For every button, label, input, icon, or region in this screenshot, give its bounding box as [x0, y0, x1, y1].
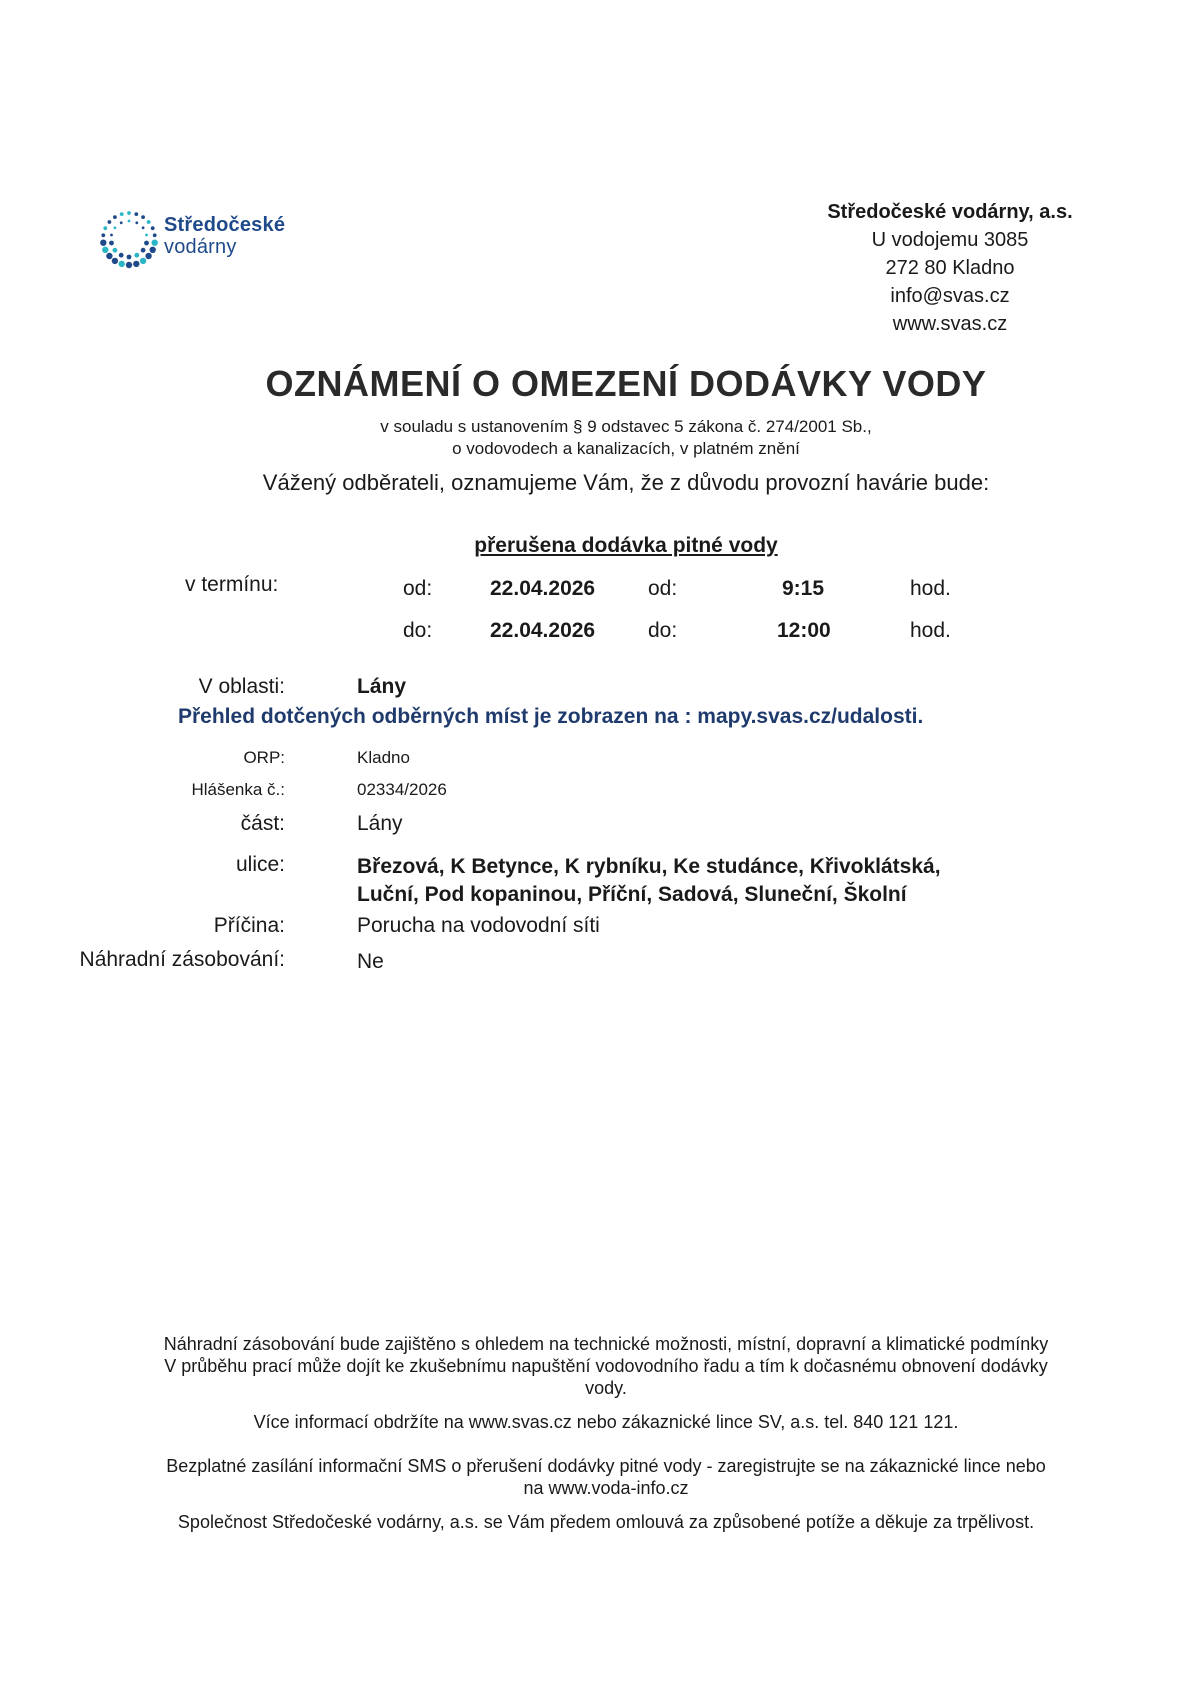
- logo-dot: [141, 248, 146, 253]
- logo-dot: [141, 215, 145, 219]
- logo-dot: [133, 261, 139, 267]
- logo-dot: [100, 240, 106, 246]
- logo-dot: [142, 226, 145, 229]
- logo-text-line1: Středočeské: [164, 214, 286, 236]
- logo-dot: [108, 220, 112, 224]
- logo-dot: [151, 226, 155, 230]
- logo-dot: [127, 255, 132, 260]
- logo-dot: [134, 253, 139, 258]
- affected-points-overview: Přehled dotčených odběrných míst je zobrazen na : mapy.svas.cz/udalosti.: [178, 705, 924, 728]
- term-from-time: 9:15: [782, 577, 825, 600]
- interruption-heading: přerušena dodávka pitné vody: [474, 534, 778, 557]
- logo-dot: [152, 240, 158, 246]
- company-name: Středočeské vodárny, a.s.: [827, 201, 1073, 223]
- term-from-unit: hod.: [910, 577, 951, 600]
- part-value: Lány: [357, 812, 403, 835]
- term-to-unit: hod.: [910, 619, 951, 642]
- logo-dot: [134, 212, 138, 216]
- logo-dot: [112, 258, 118, 264]
- term-label: v termínu:: [185, 573, 279, 596]
- greeting-text: Vážený odběrateli, oznamujeme Vám, že z důvodu provozní havárie bude:: [262, 470, 990, 495]
- area-label: V oblasti:: [198, 675, 285, 698]
- orp-value: Kladno: [357, 748, 410, 767]
- legal-reference-line2: o vodovodech a kanalizacích, v platném znění: [452, 439, 800, 458]
- logo-dot: [127, 211, 131, 215]
- part-label: část:: [240, 812, 285, 835]
- footer-notes: [60, 1333, 1152, 1545]
- logo-dot: [128, 220, 131, 223]
- logo-dot: [114, 226, 117, 229]
- replacement-supply-value: Ne: [357, 950, 384, 973]
- term-from-label: od:: [403, 577, 433, 600]
- logo-text-line2: vodárny: [164, 236, 237, 258]
- footer-p3-line1: Bezplatné zasílání informační SMS o přerušení dodávky pitné vody - zaregistrujte se na zákaznické lince nebo: [166, 1456, 1046, 1476]
- term-from-date: 22.04.2026: [490, 577, 596, 600]
- logo-dot: [109, 241, 114, 246]
- logo-dot: [120, 221, 123, 224]
- address-city: 272 80 Kladno: [885, 257, 1015, 279]
- footer-paragraph-2: Více informací obdržíte na www.svas.cz nebo zákaznické lince SV, a.s. tel. 840 121 121.: [253, 1412, 959, 1432]
- footer-paragraph-4: Společnost Středočeské vodárny, a.s. se Vám předem omlouvá za způsobené potíže a děkuje za trpělivost.: [177, 1512, 1035, 1532]
- address-street: U vodojemu 3085: [871, 229, 1029, 251]
- cause-label: Příčina:: [213, 914, 285, 937]
- logo-dot: [102, 247, 108, 253]
- company-address: [800, 198, 1100, 338]
- term-to-date: 22.04.2026: [490, 619, 596, 642]
- term-to-time-label: do:: [648, 619, 678, 642]
- logo-dot: [144, 241, 149, 246]
- legal-reference-line1: v souladu s ustanovením § 9 odstavec 5 zákona č. 274/2001 Sb.,: [380, 417, 872, 436]
- dotted-circle-logo-icon: [96, 206, 162, 272]
- logo-dot: [101, 233, 105, 237]
- footer-paragraph-1: [60, 1333, 1152, 1399]
- address-email: info@svas.cz: [890, 285, 1010, 307]
- logo-dot: [120, 212, 124, 216]
- logo-dot: [145, 234, 148, 237]
- report-value: 02334/2026: [357, 780, 447, 799]
- logo-dot: [145, 253, 151, 259]
- streets-line1: Březová, K Betynce, K rybníku, Ke studánce, Křivoklátská,: [357, 855, 941, 878]
- logo-dot: [113, 215, 117, 219]
- replacement-supply-label: Náhradní zásobování:: [79, 948, 285, 971]
- logo-dot: [135, 221, 138, 224]
- footer-p1-line3: vody.: [585, 1378, 627, 1398]
- footer-p3-line2: na www.voda-info.cz: [523, 1478, 689, 1498]
- logo-dot: [140, 258, 146, 264]
- logo-dot: [147, 220, 151, 224]
- report-label: Hlášenka č.:: [191, 780, 285, 799]
- orp-label: ORP:: [243, 748, 285, 767]
- footer-paragraph-3: [60, 1455, 1152, 1499]
- logo-dot: [119, 261, 125, 267]
- term-from-time-label: od:: [648, 577, 678, 600]
- logo-dot: [113, 248, 118, 253]
- area-value: Lány: [357, 675, 407, 698]
- term-to-label: do:: [403, 619, 433, 642]
- footer-p1-line1: Náhradní zásobování bude zajištěno s ohledem na technické možnosti, místní, dopravní a klimatické podmínky: [163, 1334, 1049, 1354]
- logo-dot: [119, 253, 124, 258]
- legal-reference: [0, 416, 1200, 460]
- footer-p1-line2: V průběhu prací může dojít ke zkušebnímu napuštění vodovodního řadu a tím k dočasnému obnovení dodávky: [164, 1356, 1048, 1376]
- logo-dot: [150, 247, 156, 253]
- term-to-time: 12:00: [777, 619, 831, 642]
- logo-dot: [153, 233, 157, 237]
- cause-value: Porucha na vodovodní síti: [357, 914, 600, 937]
- streets-value: [357, 853, 941, 909]
- logo-dot: [126, 262, 132, 268]
- logo-dot: [103, 226, 107, 230]
- page-title: OZNÁMENÍ O OMEZENÍ DODÁVKY VODY: [265, 363, 987, 404]
- logo-dot: [106, 253, 112, 259]
- streets-label: ulice:: [235, 853, 285, 876]
- streets-line2: Luční, Pod kopaninou, Příční, Sadová, Sluneční, Školní: [357, 883, 907, 906]
- logo-dot: [110, 234, 113, 237]
- address-web: www.svas.cz: [892, 313, 1008, 335]
